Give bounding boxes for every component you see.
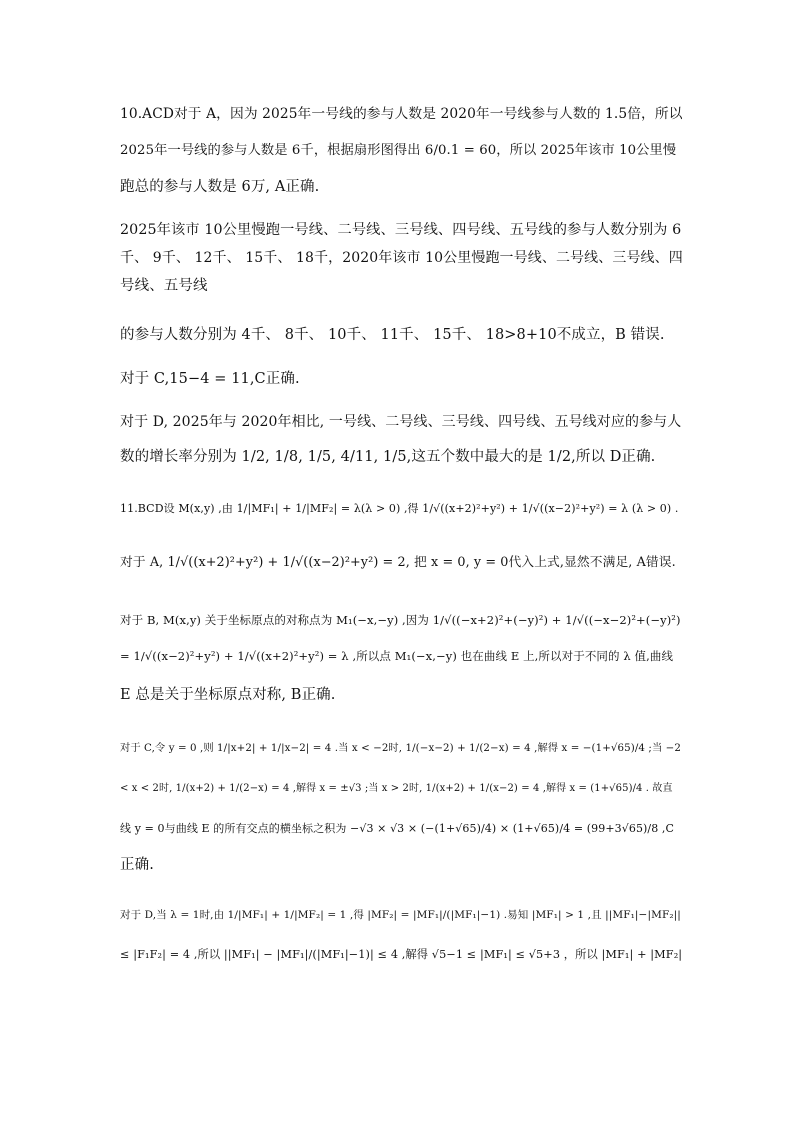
p10-line-6: 号线、五号线 (120, 278, 208, 294)
p10-line-2: 2025年一号线的参与人数是 6千，根据扇形图得出 6/0.1 = 60，所以 2025年该市 10公里慢 (120, 143, 677, 158)
p11-line-1: 11.BCD设 M(x,y) ,由 1/|MF₁| + 1/|MF₂| = λ(λ > 0) ,得 1/√((x+2)²+y²) + 1/√((x−2)²+y²) = λ (λ > 0) . (120, 502, 679, 515)
p11-line-2: 对于 A, 1/√((x+2)²+y²) + 1/√((x−2)²+y²) = 2, 把 x = 0, y = 0代入上式,显然不满足, A错误. (120, 555, 676, 570)
p11-line-9: 正确. (120, 857, 154, 873)
p11-line-7: < x < 2时, 1/(x+2) + 1/(2−x) = 4 ,解得 x = ±√3 ;当 x > 2时, 1/(x+2) + 1/(x−2) = 4 ,解得 x = (1+√65)/4 . 故直 (120, 783, 673, 794)
p10-line-3: 跑总的参与人数是 6万, A正确. (120, 179, 320, 195)
p11-line-6: 对于 C,令 y = 0 ,则 1/|x+2| + 1/|x−2| = 4 .当 x < −2时, 1/(−x−2) + 1/(2−x) = 4 ,解得 x = −(1+√65)/4 ;当 −2 (120, 742, 681, 754)
p10-line-7: 的参与人数分别为 4千、 8千、 10千、 11千、 15千、 18>8+10不成立，B 错误. (120, 327, 665, 343)
p10-line-10: 数的增长率分别为 1/2, 1/8, 1/5, 4/11, 1/5,这五个数中最大的是 1/2,所以 D正确. (120, 449, 656, 465)
p11-line-5: E 总是关于坐标原点对称, B正确. (120, 687, 336, 703)
p10-line-8: 对于 C,15−4 = 11,C正确. (120, 371, 300, 387)
p11-line-3: 对于 B, M(x,y) 关于坐标原点的对称点为 M₁(−x,−y) ,因为 1/√((−x+2)²+(−y)²) + 1/√((−x−2)²+(−y)²) (120, 613, 681, 627)
p10-line-9: 对于 D, 2025年与 2020年相比, 一号线、二号线、三号线、四号线、五号线对应的参与人 (120, 414, 682, 430)
p10-line-4: 2025年该市 10公里慢跑一号线、二号线、三号线、四号线、五号线的参与人数分别为 6 (120, 222, 682, 238)
p10-line-1: 10.ACD对于 A，因为 2025年一号线的参与人数是 2020年一号线参与人数的 1.5倍，所以 (120, 106, 683, 122)
p11-line-4: = 1/√((x−2)²+y²) + 1/√((x+2)²+y²) = λ ,所以点 M₁(−x,−y) 也在曲线 E 上,所以对于不同的 λ 值,曲线 (120, 649, 674, 663)
p10-line-5: 千、 9千、 12千、 15千、 18千，2020年该市 10公里慢跑一号线、二号线、三号线、四 (120, 250, 683, 266)
p11-line-11: ≤ |F₁F₂| = 4 ,所以 ||MF₁| − |MF₁|/(|MF₁|−1)| ≤ 4 ,解得 √5−1 ≤ |MF₁| ≤ √5+3 ，所以 |MF₁| + |MF₂| (120, 948, 683, 961)
p11-line-8: 线 y = 0与曲线 E 的所有交点的横坐标之积为 −√3 × √3 × (−(1+√65)/4) × (1+√65)/4 = (99+3√65)/8 ,C (120, 822, 675, 835)
p11-line-10: 对于 D,当 λ = 1时,由 1/|MF₁| + 1/|MF₂| = 1 ,得 |MF₂| = |MF₁|/(|MF₁|−1) .易知 |MF₁| > 1 ,且 ||MF₁|−|MF₂|| (120, 909, 681, 921)
